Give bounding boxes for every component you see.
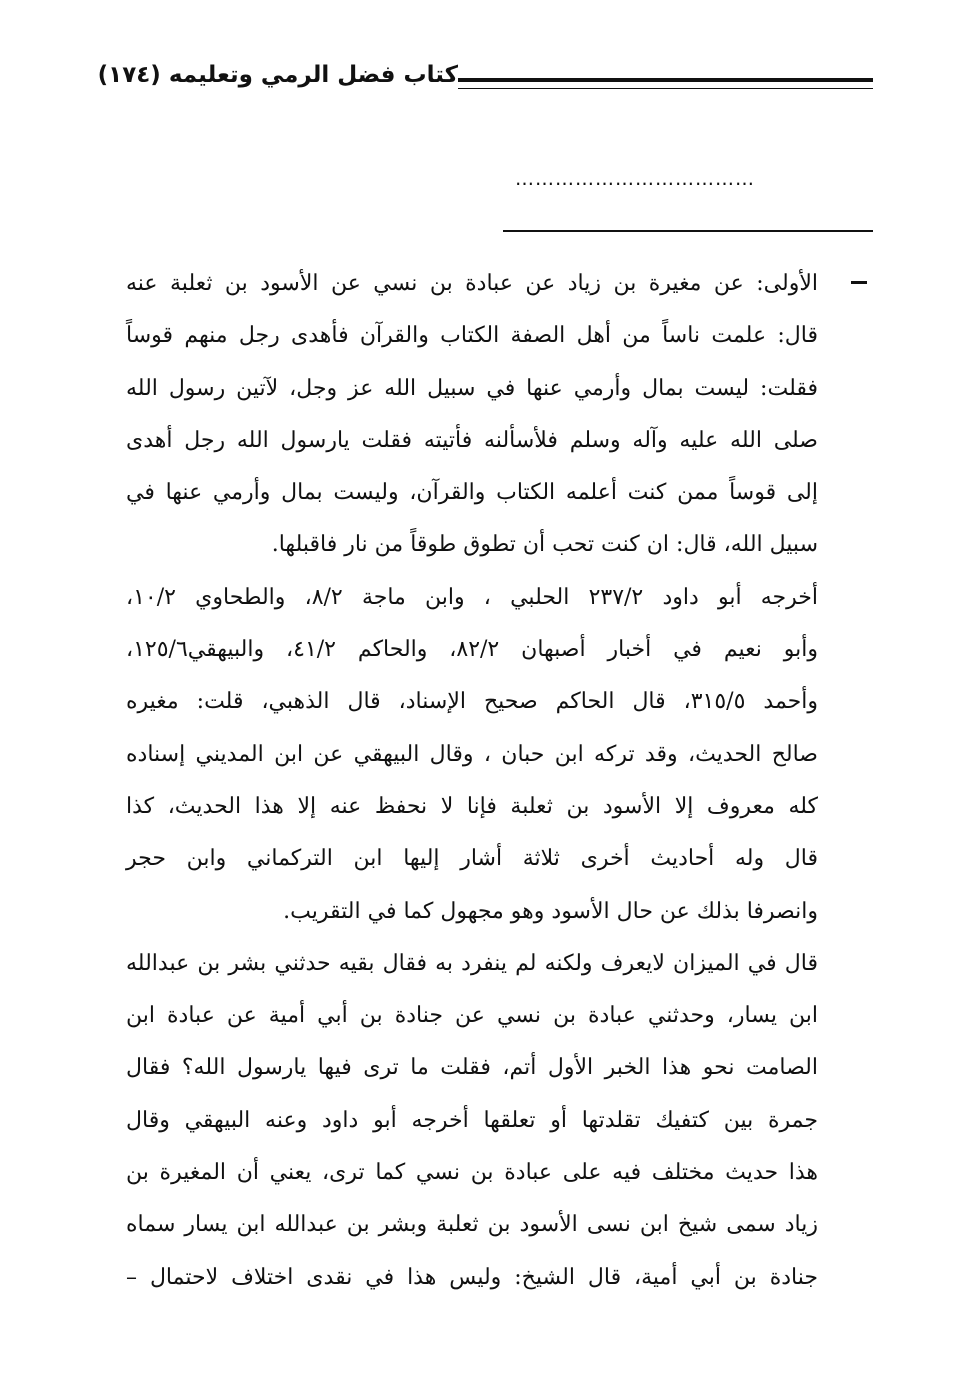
text-line: جمرة بين كتفيك تقلدتها أو تعلقها أخرجه أبو داود وعنه البيهقي وقال [126, 1107, 818, 1133]
text-line: فقلت: ليست بمال وأرمي عنها في سبيل الله عز وجل، لآتين رسول الله [126, 375, 818, 401]
text-line: الأولى: عن مغيرة بن زياد عن عبادة بن نسي عن الأسود بن ثعلبة عنه [126, 271, 818, 296]
text-line: وأحمد ٣١٥/٥، قال الحاكم صحيح الإسناد، قال الذهبي، قلت: مغيره [126, 689, 818, 715]
dotted-separator: ……………………………… [515, 168, 755, 190]
text-line: زياد سمى شيخ ابن نسى الأسود بن ثعلبة وبشر بن عبدالله ابن يسار سماه [126, 1212, 818, 1238]
text-line: أخرجه أبو داود ٢٣٧/٢ الحلبي ، وابن ماجة ٨/٢، والطحاوي ١٠/٢، [126, 584, 818, 610]
text-line: صلى الله عليه وآله وسلم فلأسألنه فأتيته فقلت يارسول الله رجل أهدى [126, 427, 818, 453]
text-line: جنادة بن أبي أمية، قال الشيخ: وليس هذا في نقدى اختلاف لاحتمال – [126, 1264, 818, 1290]
running-header [97, 58, 873, 98]
text-line: ابن يسار، وحدثني عبادة بن نسي عن جنادة بن أبي أمية عن عبادة ابن [126, 1003, 818, 1029]
text-line: قال وله أحاديث أخرى ثلاثة أشار إليها ابن التركماني وابن حجر [126, 846, 818, 872]
text-line: صالح الحديث، وقد تركه ابن حبان ، وقال البيهقي عن ابن المديني إسناده [126, 741, 818, 767]
text-line: وانصرفا بذلك عن حال الأسود وهو مجهول كما في التقريب. [283, 898, 818, 924]
text-line: إلى قوساً ممن كنت أعلمه الكتاب والقرآن، وليست بمال وأرمي عنها في [126, 480, 818, 506]
text-line: الصامت نحو هذا الخبر الأول أتم، فقلت ما ترى فيها يارسول الله؟ فقال [126, 1055, 818, 1081]
text-line: وأبو نعيم في أخبار أصبهان ٨٢/٢، والحاكم ٤١/٢، والبيهقي١٢٥/٦، [126, 637, 819, 663]
body-text [126, 258, 818, 1304]
text-line: قال: علمت ناساً من أهل الصفة الكتاب والقرآن فأهدى رجل منهم قوساً [126, 323, 818, 349]
header-title [98, 62, 458, 88]
text-line: قال في الميزان لايعرف ولكنه لم ينفرد به فقال بقيه حدثني بشر بن عبدالله [126, 950, 818, 976]
book-title: كتاب فضل الرمي وتعليمه [168, 62, 458, 88]
text-line: هذا حديث مختلف فيه على عبادة بن نسي كما ترى، يعني أن المغيرة بن [126, 1160, 818, 1186]
header-rule [458, 78, 873, 82]
page-number: (١٧٤) [97, 62, 161, 88]
header-rule-thin [458, 88, 873, 89]
bullet-dash [851, 281, 867, 284]
section-rule [503, 230, 873, 232]
text-line: كله معروف إلا الأسود بن ثعلبة فإنا لا نحفظ عنه إلا هذا الحديث، كذا [126, 793, 818, 819]
text-line: سبيل الله، قال: ان كنت تحب أن تطوق طوقاً من نار فاقبلها. [271, 532, 818, 558]
